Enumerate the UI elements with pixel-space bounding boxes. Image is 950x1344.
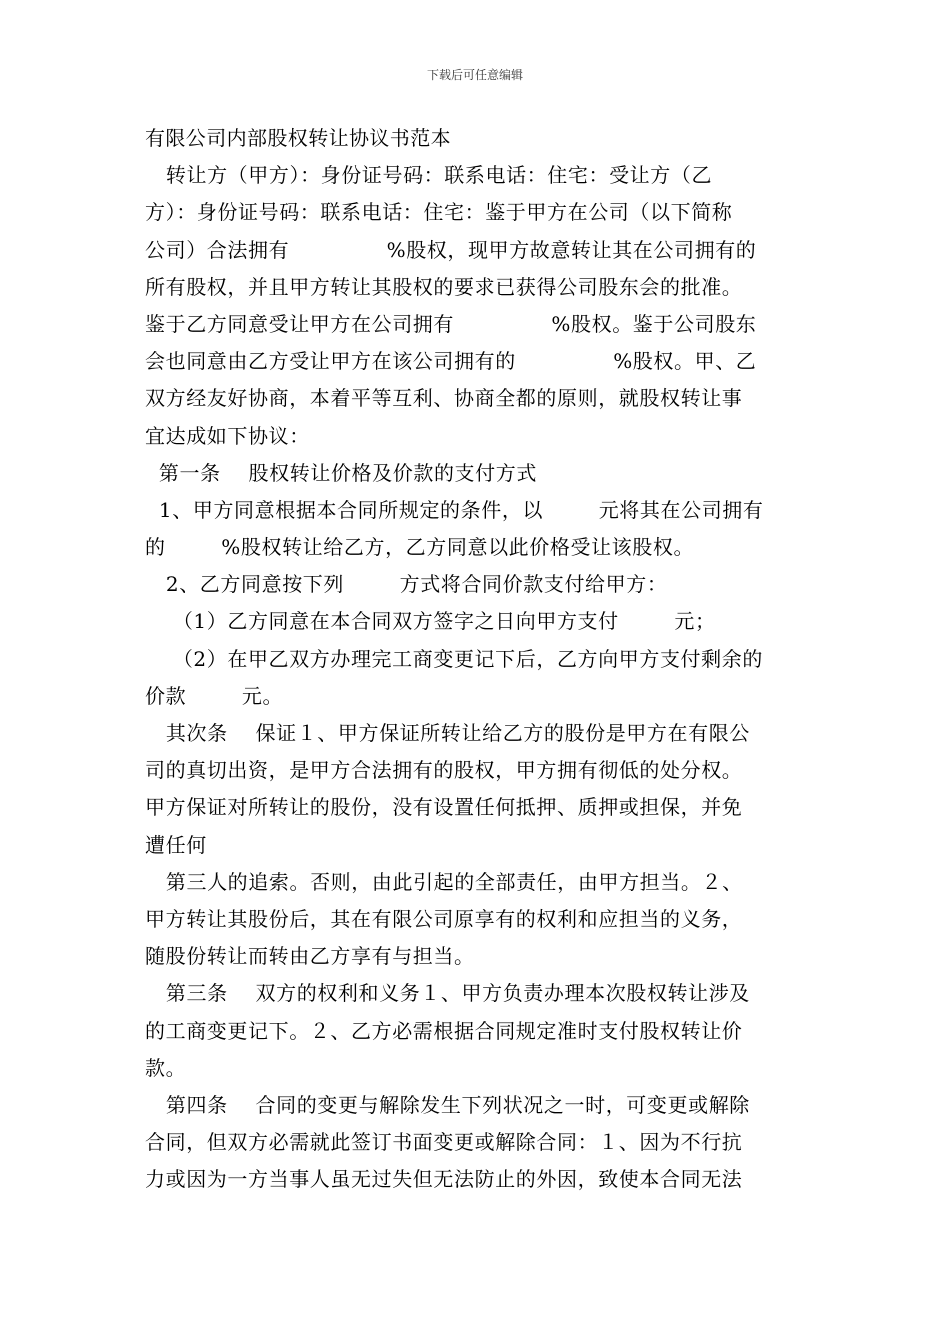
paragraph-line: 会也同意由乙方受让甲方在该公司拥有的 %股权。甲、乙 (145, 349, 757, 374)
paragraph-line: 司的真切出资，是甲方合法拥有的股权，甲方拥有彻低的处分权。 (145, 758, 743, 783)
paragraph-line: 第三人的追索。否则，由此引起的全部责任，由甲方担当。２、 (145, 869, 743, 894)
paragraph-line: 宜达成如下协议： (145, 423, 310, 448)
paragraph-line: 的工商变更记下。２、乙方必需根据合同规定准时支付股权转让价 (145, 1018, 743, 1043)
paragraph-line: 方）：身份证号码：联系电话：住宅：鉴于甲方在公司（以下简称 (145, 200, 733, 225)
paragraph-line: 2、乙方同意按下列 方式将合同价款支付给甲方： (145, 572, 668, 597)
article-1-heading: 第一条 股权转让价格及价款的支付方式 (145, 460, 537, 485)
paragraph-line: 款。 (145, 1055, 187, 1080)
article-2-line: 其次条 保证１、甲方保证所转让给乙方的股份是甲方在有限公 (145, 721, 750, 745)
document-body (145, 120, 807, 1198)
paragraph-line: 遭任何 (145, 832, 207, 857)
paragraph-line: 转让方（甲方）：身份证号码：联系电话：住宅：受让方（乙 (145, 163, 713, 188)
article-3-line: 第三条 双方的权利和义务１、甲方负责办理本次股权转让涉及 (145, 981, 750, 1006)
paragraph-line: 鉴于乙方同意受让甲方在公司拥有 %股权。鉴于公司股东 (145, 311, 757, 336)
paragraph-line: 的 %股权转让给乙方，乙方同意以此价格受让该股权。 (145, 535, 695, 560)
download-note: 下载后可任意编辑 (426, 68, 523, 82)
article-4-line: 第四条 合同的变更与解除发生下列状况之一时，可变更或解除 (145, 1092, 750, 1117)
document-title: 有限公司内部股权转让协议书范本 (145, 126, 451, 150)
paragraph-line: 甲方保证对所转让的股份，没有设置任何抵押、质押或担保，并免 (145, 795, 743, 820)
paragraph-line: 合同，但双方必需就此签订书面变更或解除合同：１、因为不行抗 (145, 1130, 743, 1155)
paragraph-line: 甲方转让其股份后，其在有限公司原享有的权利和应担当的义务， (145, 906, 743, 931)
paragraph-line: 所有股权，并且甲方转让其股权的要求已获得公司股东会的批准。 (145, 274, 743, 299)
paragraph-line: （1）乙方同意在本合同双方签字之日向甲方支付 元； (145, 609, 716, 634)
paragraph-line: 双方经友好协商，本着平等互利、协商全都的原则，就股权转让事 (145, 386, 743, 411)
paragraph-line: （2）在甲乙双方办理完工商变更记下后，乙方向甲方支付剩余的 (145, 646, 763, 671)
paragraph-line: 力或因为一方当事人虽无过失但无法防止的外因，致使本合同无法 (145, 1167, 743, 1192)
paragraph-line: 随股份转让而转由乙方享有与担当。 (145, 944, 475, 969)
paragraph-line: 1、甲方同意根据本合同所规定的条件，以 元将其在公司拥有 (145, 497, 764, 522)
paragraph-line: 公司）合法拥有 %股权，现甲方故意转让其在公司拥有的 (145, 237, 757, 262)
paragraph-line: 价款 元。 (145, 683, 284, 708)
